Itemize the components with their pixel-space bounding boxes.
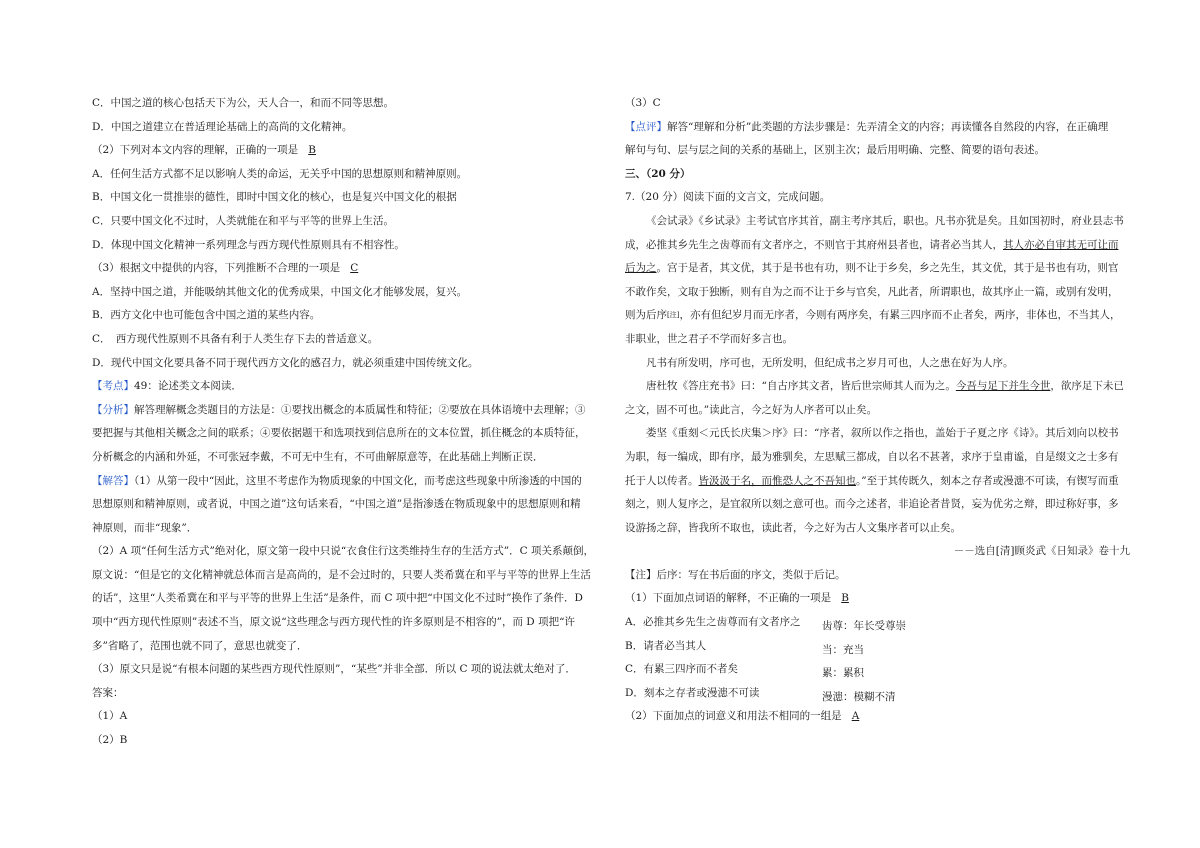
sub1-option-c: C．有累三四序而不者矣 累：累积: [625, 658, 1130, 682]
sub1-option-c-gloss: 累：累积: [822, 667, 864, 680]
passage-p4-line-1: 娄坚《重刻＜元氏长庆集＞序》曰：“序者，叙所以作之指也，盖始于子夏之序《诗》。其后刘向以校书: [646, 427, 1119, 440]
kaodian-line: 【考点】49：论述类文本阅读．: [92, 380, 242, 393]
jieda-line-3: 神原则，而非“现象”．: [92, 521, 198, 534]
q2-option-a: A．任何生活方式都不足以影响人类的命运，无关乎中国的思想原则和精神原则。: [92, 167, 468, 180]
q2-answer: B: [308, 144, 316, 157]
passage-p4-line-3: 托于人以传者。皆汲汲于名，而惟恐人之不吾知也。”至于其传既久，刻本之存者或漫漶不可读，有锲写而重: [625, 474, 1119, 487]
fenxi-tag: 【分析】: [92, 403, 134, 416]
footnote: 【注】后序：写在书后面的序文，类似于后记。: [625, 568, 846, 581]
jieda-line-2: 思想原则和精神原则，或者说，中国之道”这句话来看，“中国之道”是指渗透在物质现象中的思想原则和精: [92, 498, 581, 511]
note-marker: [注]: [667, 311, 680, 320]
fenxi-line-1: 【分析】解答理解概念类题目的方法是：①要找出概念的本质属性和特征；②要放在具体语境中去理解；③: [92, 403, 586, 416]
passage-p1-line-4: 不敢作矣，文取于独断，则有自为之而不让于乡与官矣，凡此者，所谓职也，故其序止一篇，或别有发明，: [625, 285, 1119, 298]
q2-option-d: D．体现中国文化精神一系列理念与西方现代性原则具有不相容性。: [92, 238, 405, 251]
q3-option-a: A．坚持中国之道，并能吸纳其他文化的优秀成果，中国文化才能够发展，复兴。: [92, 285, 468, 298]
passage-p4-line-4: 刻之，则人复序之，是宜叙所以刻之意可也。而今之述者，非追论者昔贤，妄为优劣之辩，即过称好事，多: [625, 498, 1119, 511]
passage-p4-line-2: 为职，每一编成，即有序，最为雅驯矣，左思赋三都成，自以名不甚著，求序于皇甫谧，自是缀文之士多有: [625, 450, 1119, 463]
jieda-tag: 【解答】: [92, 474, 134, 487]
passage-p1-line-2: 成，必推其乡先生之齿尊而有文者序之，不则官于其府州县者也，请者必当其人，其人亦必自审其无可让而: [625, 238, 1119, 251]
right-column: [625, 92, 1130, 729]
passage-p2: 凡书有所发明，序可也，无所发明，但纪成书之岁月可也，人之患在好为人序。: [646, 356, 1014, 369]
passage-p3-line-2: 之文，固不可也。”读此言，今之好为人序者可以止矣。: [625, 403, 878, 416]
q1-option-c: C．中国之道的核心包括天下为公，天人合一，和而不同等思想。: [92, 97, 395, 109]
passage-p1-line-1: 《会试录》《乡试录》主考试官序其首，副主考序其后，职也。凡书亦犹是矣。且如国初时，府业县志书: [646, 214, 1124, 227]
dianping-line-1: 【点评】解答“理解和分析”此类题的方法步骤是：先弄清全文的内容；再读懂各自然段的内容，在正确理: [625, 120, 1109, 133]
sub1-option-b: B．请者必当其人 当：充当: [625, 635, 1130, 659]
q3-option-c: C． 西方现代性原则不具备有利于人类生存下去的普适意义。: [92, 332, 379, 345]
jieda-line-8: 多”省略了，范围也就不同了，意思也就变了．: [92, 639, 308, 652]
dianping-line-2: 解句与句、层与层之间的关系的基础上，区别主次；最后用明确、完整、简要的语句表述。: [625, 144, 1045, 157]
sub1-option-b-gloss: 当：充当: [822, 643, 864, 656]
jieda-line-7: 项中“西方现代性原则”表述不当，原文说“这些理念与西方现代性的许多原则是不相容的”，而 D 项把“许: [92, 616, 575, 629]
fenxi-line-2: 要把握与其他相关概念之间的联系；④要依据题干和选项找到信息所在的文本位置，抓住概念的本质特征，: [92, 427, 586, 440]
passage-p4-line-5: 设游扬之辞，皆我所不取也，读此者，今之好为古人文集序者可以止矣。: [625, 521, 961, 534]
passage-p3-line-1: 唐杜牧《答庄充书》曰：“自古序其文者，皆后世宗师其人而为之。今吾与足下并生今世，欲序足下未已: [646, 380, 1124, 393]
passage-p1-line-5: 则为后序[注]，亦有但纪岁月而无序者，今则有两序矣，有累三四序而不止者矣，两序，非体也，不当其人，: [625, 309, 1121, 322]
underlined-sentence-1b: 后为之: [625, 262, 657, 275]
jieda-line-1: 【解答】（1）从第一段中“因此，这里不考虑作为物质现象的中国文化，而考虑这些现象中所渗透的中国的: [92, 474, 582, 487]
section-heading: 三、（20 分）: [625, 167, 691, 180]
dianping-tag: 【点评】: [625, 120, 667, 133]
sub1-option-a: A．必推其乡先生之齿尊而有文者序之 齿尊：年长受尊崇: [625, 611, 1130, 635]
answer-2: （2）B: [92, 734, 128, 747]
jieda-line-6: 的话”，这里“人类希冀在和平与平等的世界上生活”是条件，而 C 项中把“中国文化不过时”换作了条件．D: [92, 592, 583, 605]
q2-option-c: C．只要中国文化不过时，人类就能在和平与平等的世界上生活。: [92, 214, 395, 227]
answer-1: （1）A: [92, 710, 128, 723]
sub2-stem: （2）下面加点的词意义和用法不相同的一组是 A: [625, 705, 1130, 729]
sub1-option-a-gloss: 齿尊：年长受尊崇: [822, 620, 906, 633]
sub1-answer: B: [841, 592, 849, 605]
kaodian-tag: 【考点】: [92, 380, 134, 393]
q3-option-b: B．西方文化中也可能包含中国之道的某些内容。: [92, 309, 321, 322]
underlined-sentence-1a: 其人亦必自审其无可让而: [1003, 238, 1119, 251]
q7-stem: 7.（20 分）阅读下面的文言文，完成问题。: [625, 191, 831, 204]
source-citation: －－选自[清]顾炎武《日知录》卷十九: [953, 545, 1130, 558]
answer-3: （3）C: [625, 97, 661, 109]
q3-answer: C: [350, 262, 359, 275]
sub2-answer: A: [851, 710, 860, 723]
q2-option-b: B．中国文化一贯推崇的德性，即时中国文化的核心，也是复兴中国文化的根据: [92, 191, 457, 204]
jieda-line-5: 原文说：“但是它的文化精神就总体而言是高尚的，是不会过时的，只要人类希冀在和平与平等的世界上生活: [92, 568, 591, 581]
answer-label: 答案：: [92, 686, 124, 699]
underlined-sentence-3: 皆汲汲于名，而惟恐人之不吾知也: [698, 474, 856, 487]
q2-stem: （2）下列对本文内容的理解，正确的一项是 B: [92, 139, 617, 163]
underlined-sentence-2: 今吾与足下并生今世: [955, 380, 1051, 393]
sub1-option-d: D．刻本之存者或漫漶不可读 漫漶：模糊不清: [625, 682, 1130, 706]
sub1-option-d-gloss: 漫漶：模糊不清: [822, 690, 896, 703]
left-column: [92, 92, 617, 753]
sub1-stem: （1）下面加点词语的解释，不正确的一项是 B: [625, 587, 1130, 611]
jieda-line-4: （2）A 项“任何生活方式”绝对化，原文第一段中只说“衣食住行这类维持生存的生活方式”．C 项关系颠倒，: [92, 545, 594, 558]
q1-option-d: D．中国之道建立在普适理论基础上的高尚的文化精神。: [92, 120, 353, 133]
q3-option-d: D．现代中国文化要具备不同于现代西方文化的感召力，就必须重建中国传统文化。: [92, 356, 479, 369]
passage-p1-line-3: 后为之。宫于是者，其文优，其于是书也有功，则不让于乡矣，乡之先生，其文优，其于是书也有功，则官: [625, 262, 1119, 275]
fenxi-line-3: 分析概念的内涵和外延，不可张冠李戴，不可无中生有，不可曲解原意等，在此基础上判断正误．: [92, 450, 544, 463]
q3-stem: （3）根据文中提供的内容，下列推断不合理的一项是 C: [92, 257, 617, 281]
passage-p1-line-6: 非职业，世之君子不学而好多言也。: [625, 332, 793, 345]
jieda-line-9: （3）原文只是说“有根本问题的某些西方现代性原则”，“某些”并非全部．所以 C 项的说法就太绝对了．: [92, 663, 576, 676]
